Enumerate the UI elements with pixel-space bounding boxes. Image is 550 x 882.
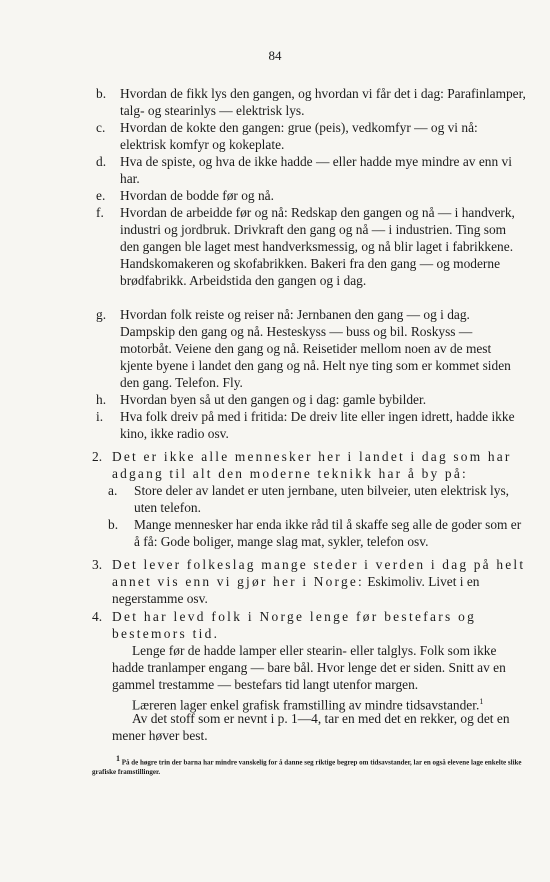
item-label: b.: [108, 517, 119, 532]
item-label: f.: [96, 205, 104, 220]
item-label: i.: [96, 409, 104, 424]
section-2: [92, 448, 526, 482]
list-item-c: [96, 119, 526, 153]
section-heading: Det er ikke alle mennesker her i landet i dag som har adgang til alt den moderne teknikk har å by på:: [112, 449, 512, 481]
item-label: d.: [96, 154, 107, 169]
item-text: Hvordan byen så ut den gangen og i dag: gamle bybilder.: [120, 392, 427, 407]
list-item-i: [96, 408, 526, 442]
list-item-b: [96, 85, 526, 119]
footnote-text: På de høgre trin der barna har mindre vanskelig for å danne seg riktige begrep om tidsavstander, lar en også elevene lage enkelte slike grafiske framstillinger.: [92, 758, 522, 777]
section-4-paragraph-1: Lenge før de hadde lamper eller stearin- eller talglys. Folk som ikke hadde tranlamper engang — bare bål. Hvor lenge det er siden. Snitt av en gammel trestamme — bestefars tid langt utenfor margen.: [112, 643, 506, 692]
section-heading: Det lever folkeslag mange steder i verden i dag på helt annet vis enn vi gjør her i Norge:: [112, 557, 526, 589]
item-text: Hvordan de arbeidde før og nå: Redskap den gangen og nå — i handverk, industri og jordbruk. Drivkraft den gang og nå — i industrien. Ting som den gangen ble laget mest handverksmessig, og nå blir laget i fabrikkene. Handskomakeren og skofabrikken. Bakeri fra den gang — og moderne brødfabrikk. Arbeidstida den gangen og i dag.: [120, 205, 515, 288]
item-label: b.: [96, 86, 107, 101]
section-2-item-b: [108, 516, 526, 550]
item-label: a.: [108, 483, 118, 498]
section-number: 2.: [92, 449, 103, 464]
item-text: Hva de spiste, og hva de ikke hadde — eller hadde mye mindre av enn vi har.: [120, 154, 512, 186]
footnote-ref: 1: [479, 697, 484, 706]
item-text: Hvordan de kokte den gangen: grue (peis), vedkomfyr — og vi nå: elektrisk komfyr og kokeplate.: [120, 120, 478, 152]
section-number: 3.: [92, 557, 103, 572]
item-text: Hvordan de fikk lys den gangen, og hvordan vi får det i dag: Parafinlamper, talg- og stearinlys — elektrisk lys.: [120, 86, 526, 118]
list-item-f: [96, 204, 526, 289]
list-item-g: [96, 306, 526, 391]
list-item-d: [96, 153, 526, 187]
item-text: Hvordan folk reiste og reiser nå: Jernbanen den gang — og i dag. Dampskip den gang og nå. Hesteskyss — buss og bil. Roskyss — motorbåt. Veiene den gang og nå. Reisetider mellom noen av de mest kjente byene i landet den gang og nå. Helt nye ting som er kommet siden den gang. Telefon. Fly.: [120, 307, 511, 390]
item-text: Store deler av landet er uten jernbane, uten bilveier, uten elektrisk lys, uten telefon.: [134, 483, 510, 515]
section-3: [92, 556, 526, 607]
paragraph-text: Læreren lager enkel grafisk framstilling av mindre tidsavstander.: [132, 697, 480, 713]
section-text: Eskimoliv. Livet i en negerstamme osv.: [112, 574, 480, 606]
section-4-paragraph-3: Av det stoff som er nevnt i p. 1—4, tar en med det en rekker, og det en mener høver best.: [112, 711, 510, 743]
footnote-mark: 1: [116, 754, 120, 763]
item-text: Mange mennesker har enda ikke råd til å skaffe seg alle de goder som er å få: Gode boliger, mange slag mat, sykler, telefon osv.: [134, 517, 522, 549]
section-number: 4.: [92, 609, 103, 624]
item-label: g.: [96, 307, 107, 322]
section-2-item-a: [108, 482, 526, 516]
section-4: [92, 608, 526, 642]
item-label: h.: [96, 392, 107, 407]
item-label: e.: [96, 188, 106, 203]
list-item-h: [96, 391, 526, 408]
page-number: 84: [268, 48, 282, 63]
item-label: c.: [96, 120, 106, 135]
list-item-e: [96, 187, 526, 204]
item-text: Hva folk dreiv på med i fritida: De dreiv lite eller ingen idrett, hadde ikke kino, ikke radio osv.: [120, 409, 515, 441]
section-heading: Det har levd folk i Norge lenge før bestefars og bestemors tid.: [112, 609, 477, 641]
footnote: [92, 754, 522, 777]
item-text: Hvordan de bodde før og nå.: [120, 188, 274, 203]
